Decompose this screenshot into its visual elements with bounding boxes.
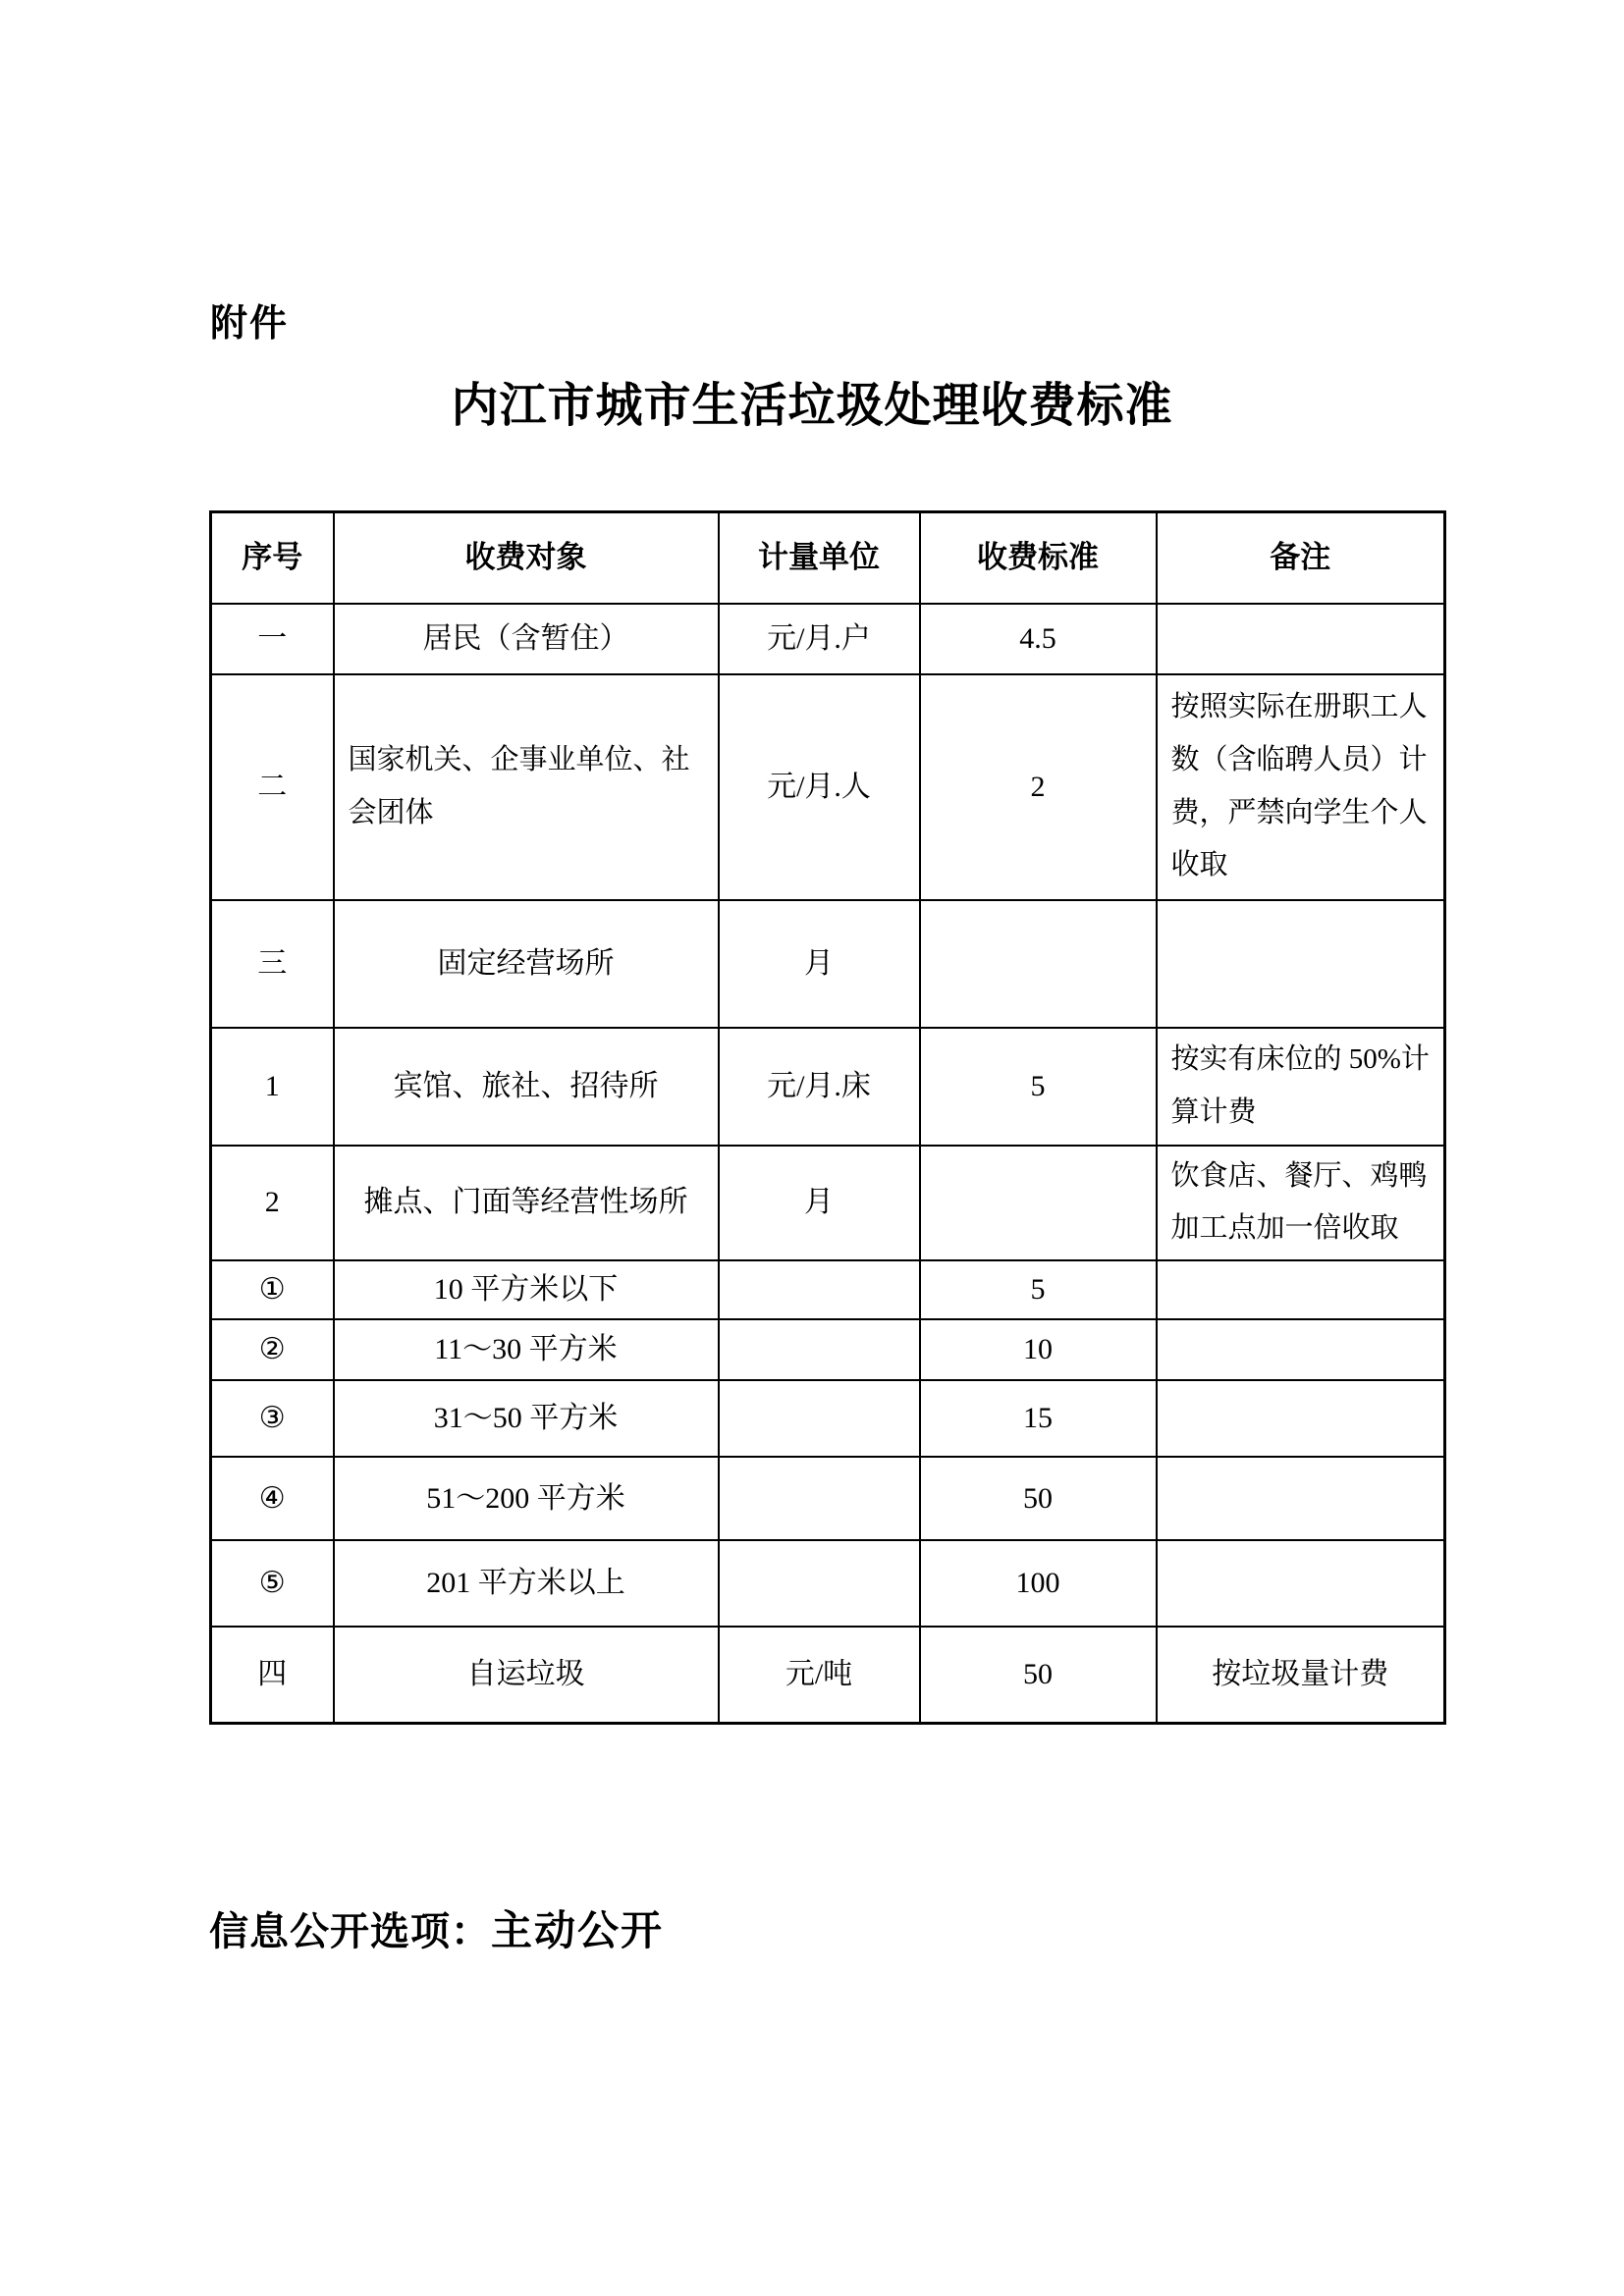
table-header-row bbox=[211, 512, 1445, 604]
cell-target: 固定经营场所 bbox=[334, 900, 719, 1028]
table-row bbox=[211, 674, 1445, 900]
cell-note: 饮食店、餐厅、鸡鸭加工点加一倍收取 bbox=[1157, 1146, 1445, 1260]
cell-fee: 5 bbox=[920, 1028, 1157, 1146]
cell-fee: 4.5 bbox=[920, 604, 1157, 674]
cell-fee: 50 bbox=[920, 1627, 1157, 1724]
table-row bbox=[211, 900, 1445, 1028]
cell-note: 按垃圾量计费 bbox=[1157, 1627, 1445, 1724]
table-row bbox=[211, 1380, 1445, 1457]
table-row bbox=[211, 1319, 1445, 1380]
cell-no: 三 bbox=[211, 900, 334, 1028]
cell-target: 自运垃圾 bbox=[334, 1627, 719, 1724]
cell-unit bbox=[719, 1380, 920, 1457]
cell-fee bbox=[920, 1146, 1157, 1260]
cell-unit: 元/月.户 bbox=[719, 604, 920, 674]
header-unit: 计量单位 bbox=[719, 512, 920, 604]
cell-unit: 月 bbox=[719, 900, 920, 1028]
cell-fee bbox=[920, 900, 1157, 1028]
cell-unit: 元/吨 bbox=[719, 1627, 920, 1724]
cell-unit: 月 bbox=[719, 1146, 920, 1260]
cell-no: ① bbox=[211, 1260, 334, 1319]
cell-no: ④ bbox=[211, 1457, 334, 1540]
cell-fee: 5 bbox=[920, 1260, 1157, 1319]
header-target: 收费对象 bbox=[334, 512, 719, 604]
cell-no: ⑤ bbox=[211, 1540, 334, 1627]
table-row bbox=[211, 1540, 1445, 1627]
cell-no: 2 bbox=[211, 1146, 334, 1260]
cell-note bbox=[1157, 604, 1445, 674]
table-row bbox=[211, 1627, 1445, 1724]
attachment-label: 附件 bbox=[210, 303, 290, 345]
cell-unit: 元/月.人 bbox=[719, 674, 920, 900]
cell-note bbox=[1157, 1457, 1445, 1540]
cell-target: 31～50 平方米 bbox=[334, 1380, 719, 1457]
table-row bbox=[211, 1146, 1445, 1260]
disclosure-line bbox=[209, 1898, 664, 1957]
fee-standard-table bbox=[209, 510, 1446, 1725]
cell-target: 10 平方米以下 bbox=[334, 1260, 719, 1319]
cell-target: 51～200 平方米 bbox=[334, 1457, 719, 1540]
cell-note: 按实有床位的 50%计算计费 bbox=[1157, 1028, 1445, 1146]
cell-fee: 100 bbox=[920, 1540, 1157, 1627]
cell-no: 1 bbox=[211, 1028, 334, 1146]
cell-unit: 元/月.床 bbox=[719, 1028, 920, 1146]
cell-unit bbox=[719, 1540, 920, 1627]
cell-note: 按照实际在册职工人数（含临聘人员）计费，严禁向学生个人收取 bbox=[1157, 674, 1445, 900]
table-row bbox=[211, 604, 1445, 674]
cell-target: 居民（含暂住） bbox=[334, 604, 719, 674]
cell-note bbox=[1157, 1260, 1445, 1319]
cell-no: 二 bbox=[211, 674, 334, 900]
cell-target: 国家机关、企事业单位、社会团体 bbox=[334, 674, 719, 900]
cell-fee: 50 bbox=[920, 1457, 1157, 1540]
header-note: 备注 bbox=[1157, 512, 1445, 604]
cell-unit bbox=[719, 1260, 920, 1319]
table-row bbox=[211, 1260, 1445, 1319]
cell-fee: 2 bbox=[920, 674, 1157, 900]
disclosure-value: 主动公开 bbox=[491, 1909, 665, 1954]
table-row bbox=[211, 1457, 1445, 1540]
cell-fee: 10 bbox=[920, 1319, 1157, 1380]
cell-note bbox=[1157, 1319, 1445, 1380]
cell-unit bbox=[719, 1457, 920, 1540]
cell-target: 11～30 平方米 bbox=[334, 1319, 719, 1380]
cell-note bbox=[1157, 900, 1445, 1028]
cell-no: 四 bbox=[211, 1627, 334, 1724]
cell-target: 摊点、门面等经营性场所 bbox=[334, 1146, 719, 1260]
disclosure-label: 信息公开选项： bbox=[209, 1910, 491, 1953]
cell-no: ② bbox=[211, 1319, 334, 1380]
cell-unit bbox=[719, 1319, 920, 1380]
cell-target: 宾馆、旅社、招待所 bbox=[334, 1028, 719, 1146]
header-fee: 收费标准 bbox=[920, 512, 1157, 604]
table-row bbox=[211, 1028, 1445, 1146]
cell-target: 201 平方米以上 bbox=[334, 1540, 719, 1627]
cell-fee: 15 bbox=[920, 1380, 1157, 1457]
cell-no: 一 bbox=[211, 604, 334, 674]
cell-note bbox=[1157, 1380, 1445, 1457]
page-title: 内江市城市生活垃圾处理收费标准 bbox=[451, 380, 1173, 432]
cell-no: ③ bbox=[211, 1380, 334, 1457]
header-no: 序号 bbox=[211, 512, 334, 604]
cell-note bbox=[1157, 1540, 1445, 1627]
